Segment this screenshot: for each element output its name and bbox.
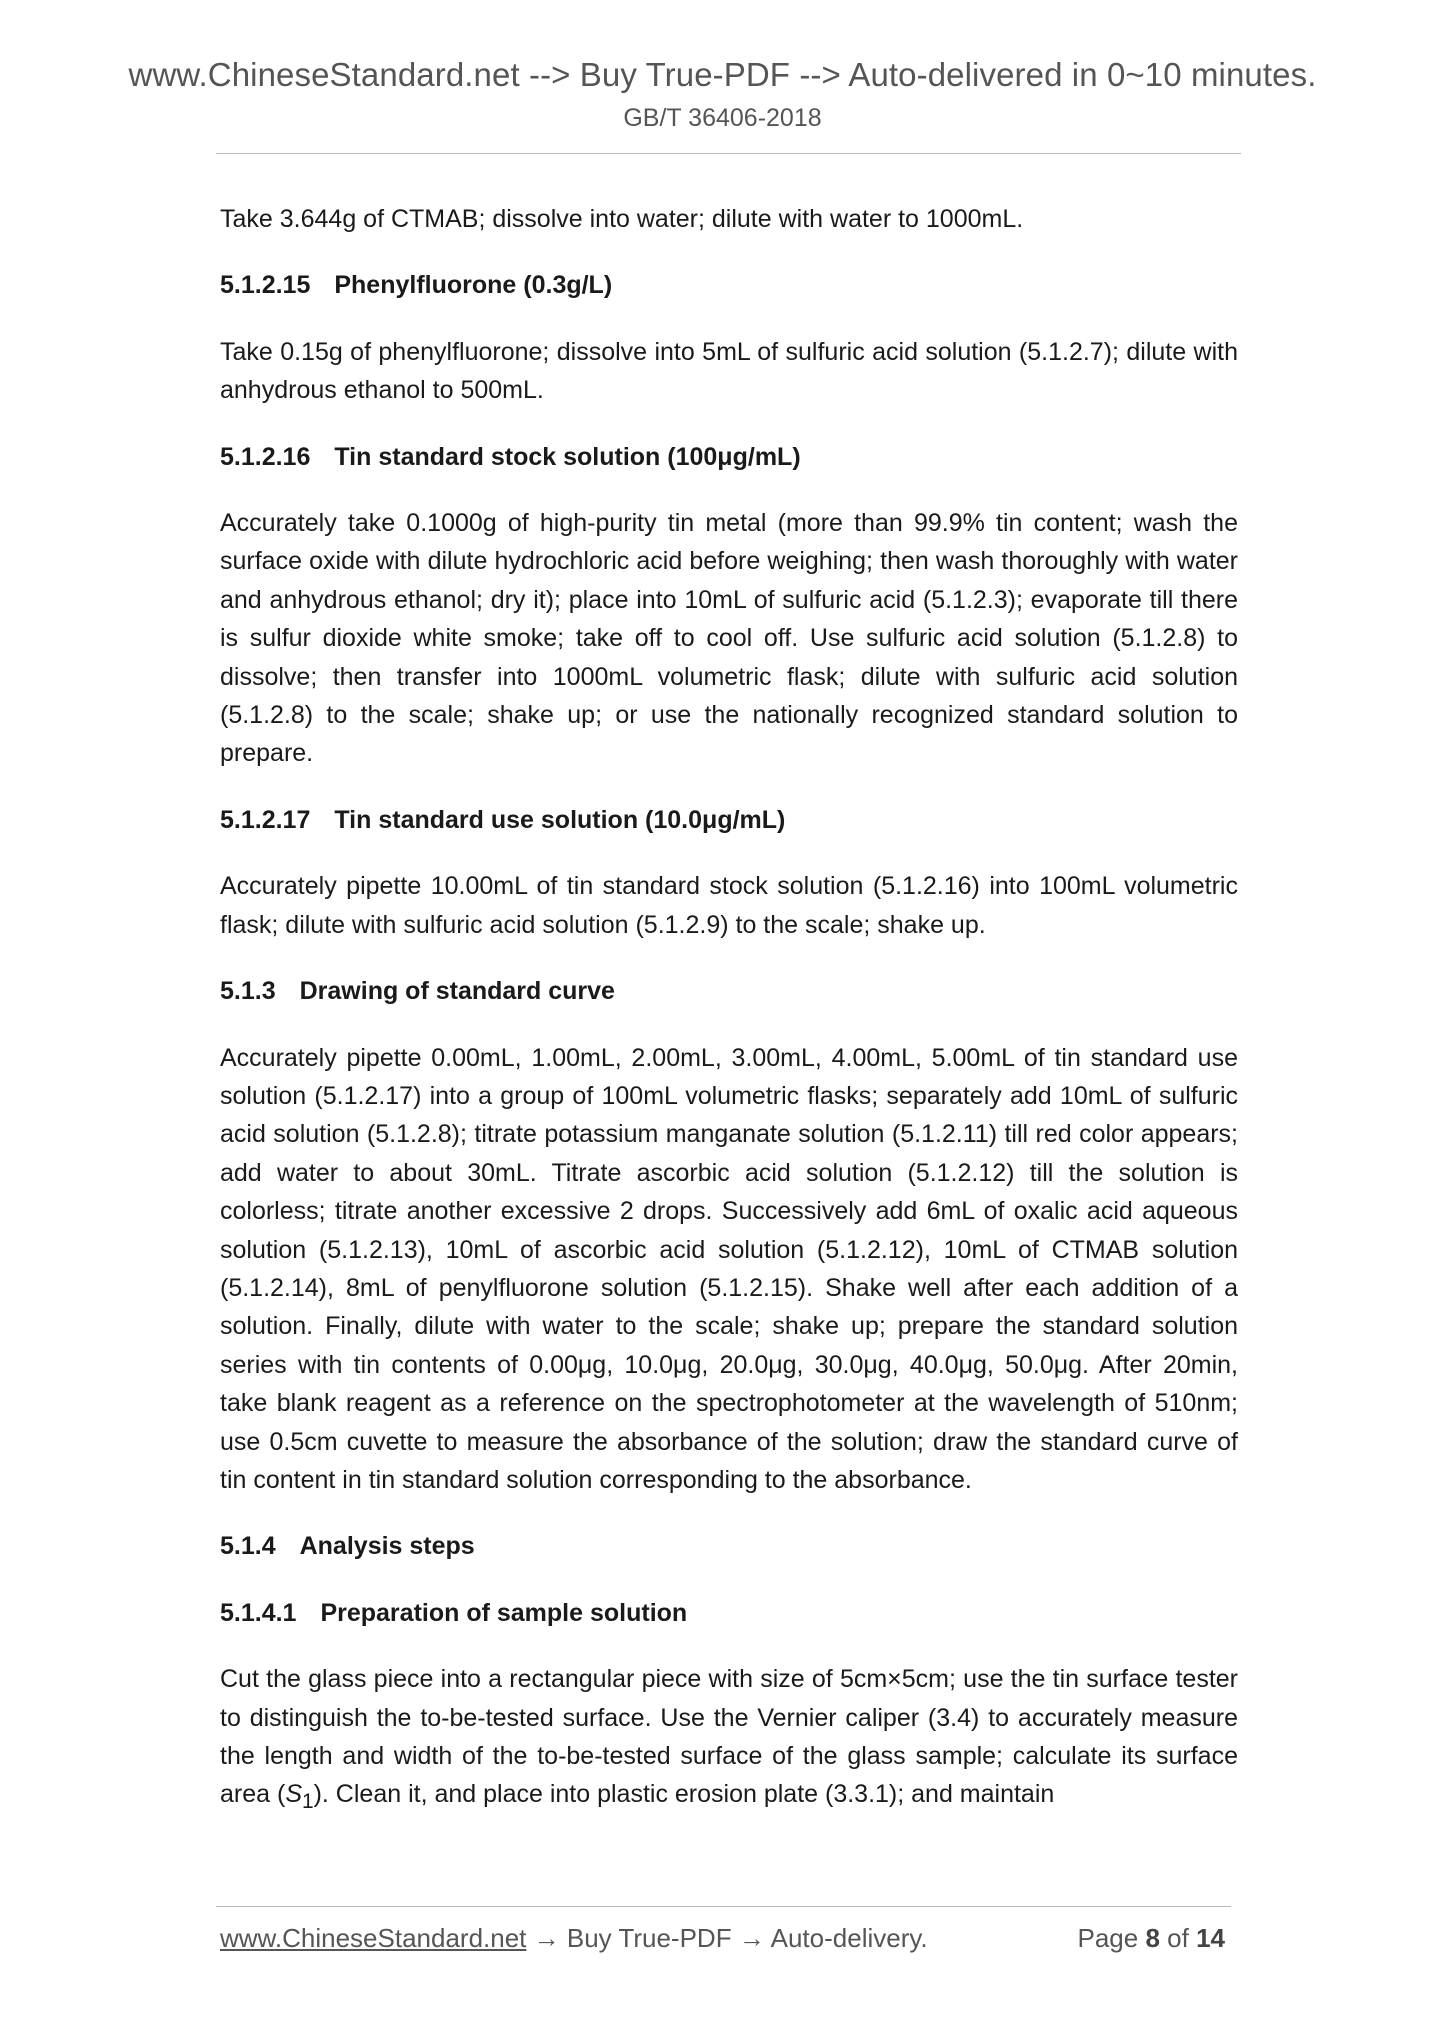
paragraph-5-1-3: Accurately pipette 0.00mL, 1.00mL, 2.00mL, 3.00mL, 4.00mL, 5.00mL of tin standard use solution (5.1.2.17) into a group of 100mL volumetric flasks; separately add 10mL of sulfuric acid solution (5.1.2.8); titrate potassium manganate solution (5.1.2.11) till red color appears; add water to about 30mL. Titrate ascorbic acid solution (5.1.2.12) till the solution is colorless; titrate another excessive 2 drops. Successively add 6mL of oxalic acid aqueous solution (5.1.2.13), 10mL of ascorbic acid solution (5.1.2.12), 10mL of CTMAB solution (5.1.2.14), 8mL of penylfluorone solution (5.1.2.15). Shake well after each addition of a solution. Finally, dilute with water to the scale; shake up; prepare the standard solution series with tin contents of 0.00μg, 10.0μg, 20.0μg, 30.0μg, 40.0μg, 50.0μg. After 20min, take blank reagent as a reference on the spectrophotometer at the wavelength of 510nm; use 0.5cm cuvette to measure the absorbance of the solution; draw the standard curve of tin content in tin standard solution corresponding to the absorbance. (220, 1043, 1238, 1494)
section-title: Drawing of standard curve (299, 977, 615, 1006)
arrow-right-icon: → (533, 1923, 560, 1953)
section-title: Tin standard use solution (10.0μg/mL) (334, 805, 786, 834)
header-banner: www.ChineseStandard.net --> Buy True-PDF --> Auto-delivered in 0~10 minutes. (128, 56, 1317, 93)
variable-s: S (285, 1780, 302, 1809)
page-current: 8 (1145, 1923, 1160, 1953)
paragraph-5-1-4-1 (220, 1660, 1238, 1822)
paragraph-text: ). Clean it, and place into plastic erosion plate (3.3.1); and maintain (313, 1780, 1055, 1809)
section-heading-5-1-2-15 (220, 266, 1238, 304)
section-number: 5.1.2.15 (220, 271, 311, 300)
section-number: 5.1.2.16 (220, 442, 311, 471)
paragraph-text: Cut the glass piece into a rectangular piece with size of 5cm×5cm; use the tin surface tester to distinguish the to-be-tested surface. Use the Vernier caliper (3.4) to accurately measure the length and width of the to-be-tested surface of the glass sample; calculate its surface area ( (220, 1665, 1238, 1809)
section-title: Analysis steps (299, 1532, 475, 1561)
of-label: of (1167, 1923, 1189, 1953)
footer (220, 1923, 1225, 1954)
section-heading-5-1-2-16 (220, 438, 1238, 476)
footer-left (220, 1923, 928, 1954)
section-number: 5.1.4 (220, 1532, 276, 1561)
section-number: 5.1.3 (220, 977, 276, 1006)
section-heading-5-1-3 (220, 972, 1238, 1010)
section-heading-5-1-4 (220, 1527, 1238, 1565)
section-number: 5.1.4.1 (220, 1598, 297, 1627)
footer-divider (216, 1906, 1231, 1907)
page-label: Page (1077, 1923, 1139, 1953)
page-indicator (1077, 1923, 1225, 1954)
document-body (220, 200, 1238, 1850)
section-heading-5-1-2-17 (220, 801, 1238, 839)
document-id: GB/T 36406-2018 (623, 104, 822, 132)
section-title: Preparation of sample solution (320, 1598, 688, 1627)
paragraph-5-1-2-15: Take 0.15g of phenylfluorone; dissolve into 5mL of sulfuric acid solution (5.1.2.7); dilute with anhydrous ethanol to 500mL. (220, 337, 1238, 405)
section-title: Phenylfluorone (0.3g/L) (334, 271, 613, 300)
arrow-right-icon: → (738, 1923, 765, 1953)
paragraph-5-1-2-16: Accurately take 0.1000g of high-purity tin metal (more than 99.9% tin content; wash the surface oxide with dilute hydrochloric acid before weighing; then wash thoroughly with water and anhydrous ethanol; dry it); place into 10mL of sulfuric acid (5.1.2.3); evaporate till there is sulfur dioxide white smoke; take off to cool off. Use sulfuric acid solution (5.1.2.8) to dissolve; then transfer into 1000mL volumetric flask; dilute with sulfuric acid solution (5.1.2.8) to the scale; shake up; or use the nationally recognized standard solution to prepare. (220, 509, 1238, 768)
paragraph-ctmab: Take 3.644g of CTMAB; dissolve into water; dilute with water to 1000mL. (220, 205, 1024, 233)
section-title: Tin standard stock solution (100μg/mL) (334, 442, 801, 471)
footer-delivery-text: Auto-delivery. (770, 1923, 928, 1953)
paragraph-5-1-2-17: Accurately pipette 10.00mL of tin standard stock solution (5.1.2.16) into 100mL volumetric flask; dilute with sulfuric acid solution (5.1.2.9) to the scale; shake up. (220, 872, 1238, 939)
footer-buy-text: Buy True-PDF (566, 1923, 732, 1953)
page-total: 14 (1196, 1923, 1225, 1953)
variable-subscript: 1 (302, 1790, 314, 1814)
footer-site-link[interactable]: www.ChineseStandard.net (220, 1923, 527, 1953)
section-heading-5-1-4-1 (220, 1594, 1238, 1632)
header-divider (216, 153, 1241, 154)
section-number: 5.1.2.17 (220, 805, 311, 834)
